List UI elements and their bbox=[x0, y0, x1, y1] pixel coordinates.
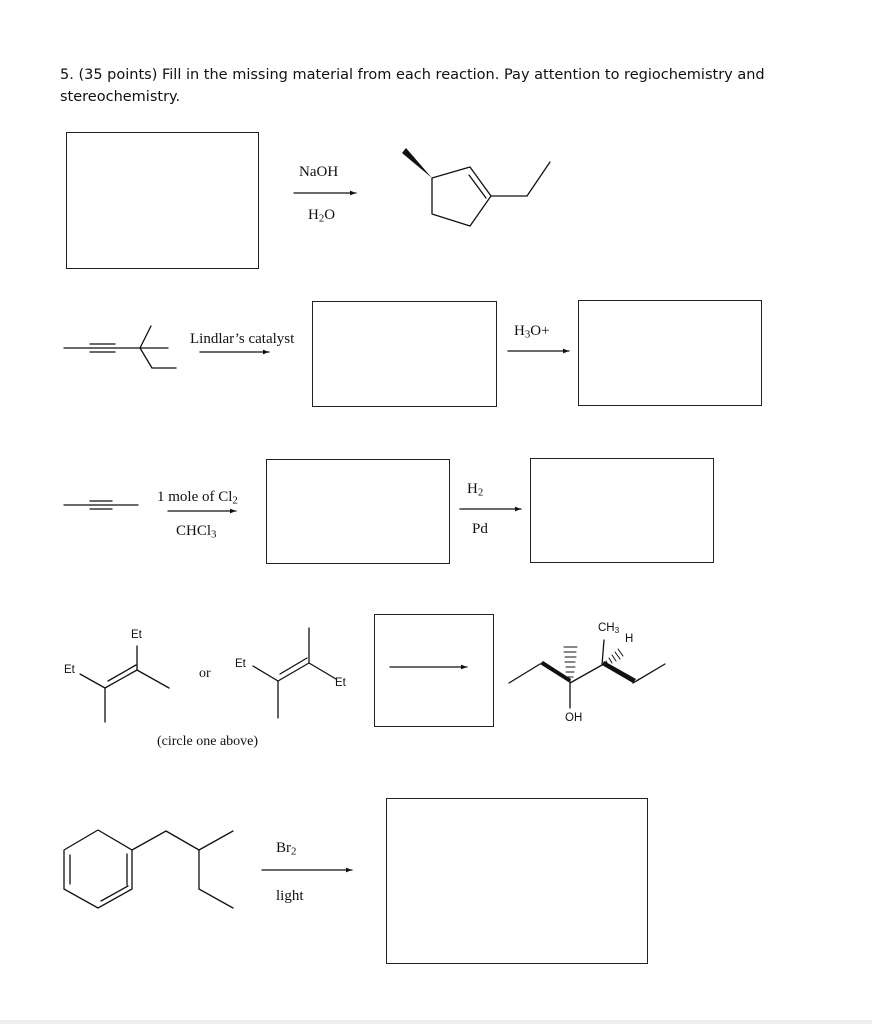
reaction2-reagent-hydronium bbox=[514, 324, 550, 340]
reaction4-product-h: H bbox=[625, 633, 634, 645]
reaction3-h-main: H bbox=[467, 481, 478, 497]
reaction4-product-hash-bonds bbox=[564, 647, 623, 677]
reaction3-cl-main: 1 mole of Cl bbox=[157, 489, 233, 505]
reaction3-reagent-h2 bbox=[467, 482, 483, 498]
reaction4-product-ch3 bbox=[598, 623, 619, 635]
reaction4-choice1-et-top: Et bbox=[131, 629, 142, 641]
question-number: 5. bbox=[60, 67, 74, 83]
reaction4-choice2-et-left: Et bbox=[235, 658, 246, 670]
question-points: (35 points) bbox=[78, 67, 158, 83]
reaction4-choice2-et-right: Et bbox=[335, 677, 346, 689]
page-bottom-rule bbox=[0, 1020, 872, 1024]
reaction1-reagent-water bbox=[308, 208, 335, 224]
reaction4-circle-note: (circle one above) bbox=[157, 734, 259, 749]
question-text-line1: Fill in the missing material from each reaction. Pay attention to regiochemistry and bbox=[161, 67, 765, 83]
reaction2-h: H bbox=[514, 323, 525, 339]
reaction4-or-label: or bbox=[199, 666, 211, 681]
reaction1-water-h: H bbox=[308, 207, 319, 223]
reaction4-ch3-main: CH bbox=[598, 622, 615, 634]
question-text-line2: stereochemistry. bbox=[60, 89, 181, 105]
reaction4-choice1-et-left: Et bbox=[64, 664, 75, 676]
reaction2-o-plus: O+ bbox=[530, 323, 550, 339]
reaction4-product-oh: OH bbox=[565, 712, 583, 724]
reaction5-br-sub: 2 bbox=[291, 845, 297, 858]
reaction4-choice1-structure bbox=[80, 646, 169, 722]
reaction2-sub: 3 bbox=[524, 328, 531, 341]
reaction1-water-sub: 2 bbox=[318, 212, 325, 225]
reaction1-product-structure bbox=[402, 148, 550, 226]
reaction3-cl-sub: 2 bbox=[232, 494, 238, 507]
reaction5-reagent-br2 bbox=[276, 841, 296, 857]
reaction5-br-main: Br bbox=[276, 840, 291, 856]
reaction3-reagent-cl2 bbox=[157, 490, 238, 506]
reaction3-h-sub: 2 bbox=[477, 486, 484, 499]
reaction4-choice2-structure bbox=[253, 628, 336, 718]
reaction4-product-structure bbox=[509, 640, 665, 708]
reaction2-reagent-lindlar: Lindlar’s catalyst bbox=[190, 331, 295, 347]
reaction3-chcl-sub: 3 bbox=[211, 528, 217, 541]
reaction3-reagent-pd: Pd bbox=[472, 521, 488, 537]
reaction1-water-o: O bbox=[324, 207, 336, 223]
reaction5-reactant-structure bbox=[64, 830, 233, 908]
reaction3-chcl-main: CHCl bbox=[176, 523, 212, 539]
reaction5-reagent-light: light bbox=[276, 888, 304, 904]
reaction1-reagent-naoh: NaOH bbox=[299, 164, 339, 180]
reaction3-reagent-chcl3 bbox=[176, 524, 216, 540]
reaction4-ch3-sub: 3 bbox=[614, 626, 620, 636]
reaction2-reactant-structure bbox=[64, 326, 176, 368]
reaction3-reactant-structure bbox=[64, 501, 138, 509]
